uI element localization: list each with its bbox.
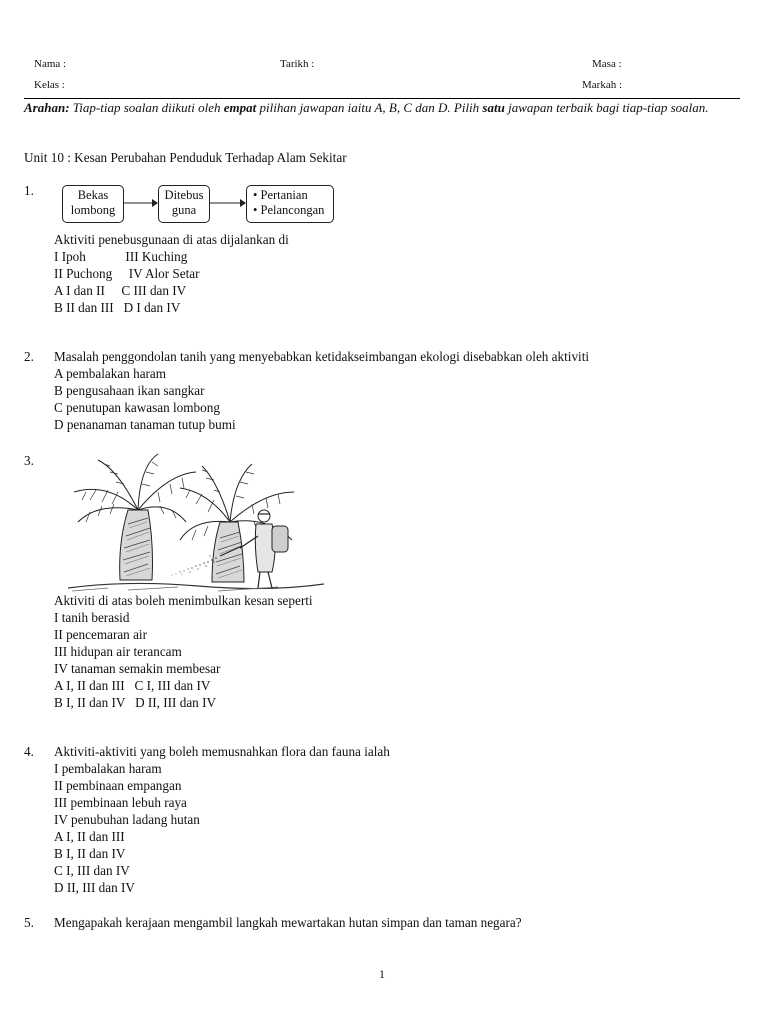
- question-2-option: D penanaman tanaman tutup bumi: [54, 417, 236, 432]
- instruction-bold-satu: satu: [482, 100, 505, 115]
- question-1-line: B II dan III D I dan IV: [54, 300, 181, 315]
- instruction-text-1: Tiap-tiap soalan diikuti oleh: [69, 100, 224, 115]
- question-2-option: C penutupan kawasan lombong: [54, 400, 220, 415]
- question-4-option: D II, III dan IV: [54, 880, 135, 895]
- question-3-stem: Aktiviti di atas boleh menimbulkan kesan seperti: [54, 593, 313, 608]
- instruction-label: Arahan:: [24, 100, 70, 115]
- question-5-stem: Mengapakah kerajaan mengambil langkah mewartakan hutan simpan dan taman negara?: [54, 915, 522, 930]
- markah-label: Markah :: [582, 79, 623, 91]
- question-3-line: III hidupan air terancam: [54, 644, 182, 659]
- nama-label: Nama :: [34, 58, 67, 70]
- kelas-label: Kelas :: [34, 79, 65, 91]
- instruction-text-3: jawapan terbaik bagi tiap-tiap soalan.: [504, 100, 709, 115]
- question-4-line: I pembalakan haram: [54, 761, 162, 776]
- question-4-stem: Aktiviti-aktiviti yang boleh memusnahkan flora dan fauna ialah: [54, 744, 390, 759]
- question-5-number: 5.: [24, 915, 34, 930]
- question-4-option: B I, II dan IV: [54, 846, 126, 861]
- question-3-line: A I, II dan III C I, III dan IV: [54, 678, 211, 693]
- flow-box-3-line-2: • Pelancongan: [253, 203, 325, 217]
- instruction-text-2: pilihan jawapan iaitu A, B, C dan D. Pilih: [256, 100, 483, 115]
- flow-box-2-line-2: guna: [171, 203, 197, 217]
- unit-title: Unit 10 : Kesan Perubahan Penduduk Terhadap Alam Sekitar: [24, 150, 347, 165]
- palm-trees-spraying-illustration: [68, 452, 324, 594]
- question-3-line: I tanih berasid: [54, 610, 130, 625]
- question-4-option: A I, II dan III: [54, 829, 125, 844]
- flow-box-2-line-1: Ditebus: [164, 188, 204, 202]
- question-2-option: A pembalakan haram: [54, 366, 167, 381]
- question-1-line: II Puchong IV Alor Setar: [54, 266, 200, 281]
- question-1-line: A I dan II C III dan IV: [54, 283, 187, 298]
- instruction-bold-empat: empat: [223, 100, 257, 115]
- flow-diagram: [56, 183, 336, 229]
- question-4-number: 4.: [24, 744, 34, 759]
- question-3-number: 3.: [24, 453, 34, 468]
- question-2-option: B pengusahaan ikan sangkar: [54, 383, 205, 398]
- flow-box-bekas-lombong: [62, 185, 124, 223]
- page-number: 1: [379, 967, 385, 981]
- question-3-line: IV tanaman semakin membesar: [54, 661, 221, 676]
- masa-label: Masa :: [592, 58, 622, 70]
- flow-box-1-line-1: Bekas: [77, 188, 109, 202]
- question-2-stem: Masalah penggondolan tanih yang menyebabkan ketidakseimbangan ekologi disebabkan oleh aktiviti: [54, 349, 590, 364]
- question-3-line: II pencemaran air: [54, 627, 147, 642]
- question-3-line: B I, II dan IV D II, III dan IV: [54, 695, 216, 710]
- question-1-number: 1.: [24, 183, 34, 198]
- question-2-number: 2.: [24, 349, 34, 364]
- question-4-line: II pembinaan empangan: [54, 778, 182, 793]
- flow-box-ditebus-guna: [158, 185, 210, 223]
- question-4-line: IV penubuhan ladang hutan: [54, 812, 200, 827]
- flow-arrow-1: [124, 197, 158, 209]
- flow-box-1-line-2: lombong: [70, 203, 116, 217]
- flow-box-pertanian-pelancongan: [246, 185, 334, 223]
- flow-arrow-2: [210, 197, 246, 209]
- flow-box-3-line-1: • Pertanian: [253, 188, 308, 202]
- tarikh-label: Tarikh :: [280, 58, 315, 70]
- question-1-stem: Aktiviti penebusgunaan di atas dijalankan di: [54, 232, 289, 247]
- instruction: [24, 99, 740, 116]
- question-1-line: I Ipoh III Kuching: [54, 249, 188, 264]
- question-4-option: C I, III dan IV: [54, 863, 130, 878]
- question-4-line: III pembinaan lebuh raya: [54, 795, 187, 810]
